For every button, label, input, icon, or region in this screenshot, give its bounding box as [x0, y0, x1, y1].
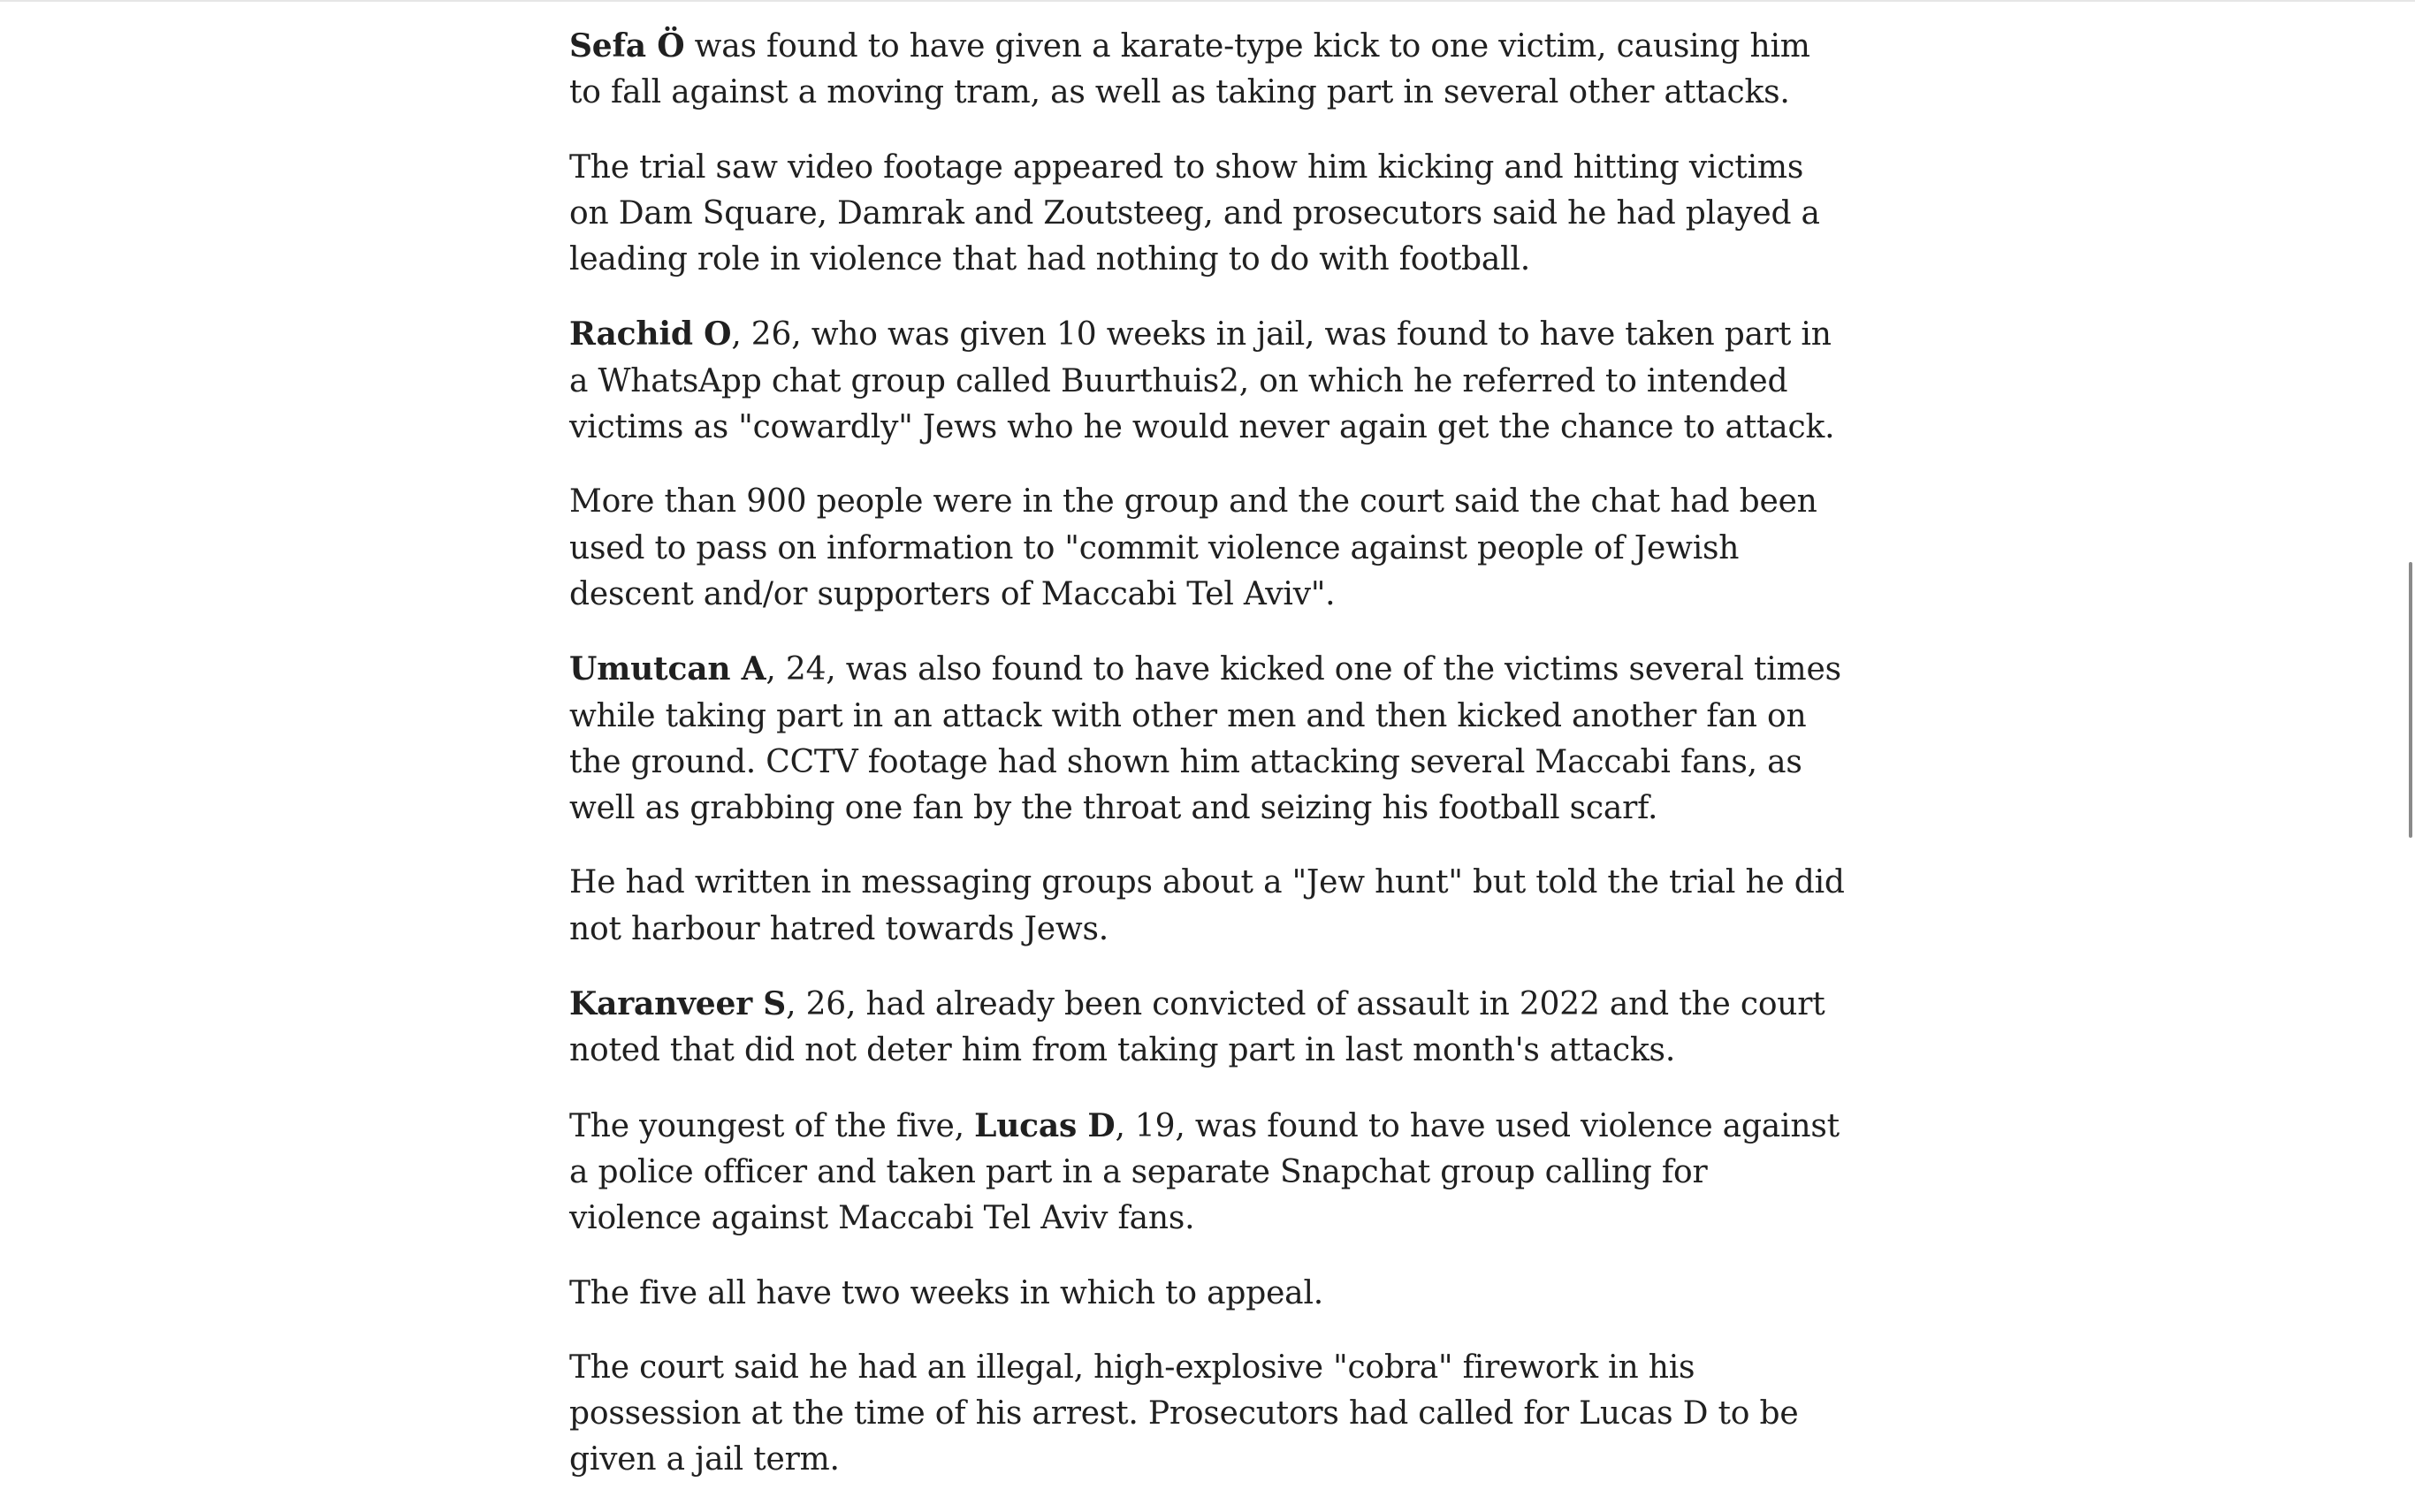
- defendant-name: Sefa Ö: [569, 27, 685, 65]
- paragraph-text: He had written in messaging groups about a "Jew hunt" but told the trial he did not harbour hatred towards Jews.: [569, 864, 1845, 947]
- paragraph-text: , 24, was also found to have kicked one of the victims several times while taking part in an attack with other men and then kicked another fan on the ground. CCTV footage had shown him attacking several Maccabi fans, as well as grabbing one fan by the throat and seizing his football scarf.: [569, 651, 1841, 827]
- paragraph-umutcan: [569, 646, 1847, 832]
- paragraph-chat-group: [569, 479, 1847, 618]
- paragraph-text: The trial saw video footage appeared to show him kicking and hitting victims on Dam Square, Damrak and Zoutsteeg, and prosecutors said he had played a leading role in violence that had nothing to do with football.: [569, 148, 1820, 278]
- paragraph-karanveer: [569, 981, 1847, 1075]
- scrollbar[interactable]: [2403, 0, 2415, 1446]
- paragraph-trial-footage: [569, 145, 1847, 284]
- defendant-name: Umutcan A: [569, 650, 766, 688]
- paragraph-text: More than 900 people were in the group and the court said the chat had been used to pass on information to "commit violence against people of Jewish descent and/or supporters of Maccabi Tel Aviv".: [569, 483, 1817, 612]
- paragraph-text: , 26, who was given 10 weeks in jail, was found to have taken part in a WhatsApp chat group called Buurthuis2, on which he referred to intended victims as "cowardly" Jews who he would never again get the chance to attack.: [569, 316, 1835, 446]
- paragraph-lucas: [569, 1103, 1847, 1242]
- defendant-name: Karanveer S: [569, 985, 787, 1023]
- paragraph-firework: [569, 1345, 1847, 1484]
- top-divider: [0, 0, 2415, 2]
- defendant-name: Rachid O: [569, 315, 732, 353]
- paragraph-jew-hunt: [569, 860, 1847, 953]
- defendant-name: Lucas D: [974, 1106, 1116, 1144]
- paragraph-lead: The youngest of the five,: [569, 1107, 975, 1144]
- paragraph-appeal: [569, 1271, 1847, 1317]
- article-body: [569, 23, 1847, 1512]
- paragraph-text: , 26, had already been convicted of assault in 2022 and the court noted that did not deter him from taking part in last month's attacks.: [569, 986, 1825, 1069]
- paragraph-text: The five all have two weeks in which to appeal.: [569, 1274, 1324, 1311]
- paragraph-sefa: [569, 23, 1847, 117]
- paragraph-text: was found to have given a karate-type kick to one victim, causing him to fall against a moving tram, as well as taking part in several other attacks.: [569, 28, 1810, 111]
- scrollbar-thumb[interactable]: [2409, 562, 2412, 838]
- paragraph-text: , 19, was found to have used violence against a police officer and taken part in a separate Snapchat group calling for violence against Maccabi Tel Aviv fans.: [569, 1107, 1840, 1237]
- paragraph-text: The court said he had an illegal, high-explosive "cobra" firework in his possession at the time of his arrest. Prosecutors had called for Lucas D to be given a jail term.: [569, 1349, 1799, 1478]
- paragraph-rachid: [569, 311, 1847, 451]
